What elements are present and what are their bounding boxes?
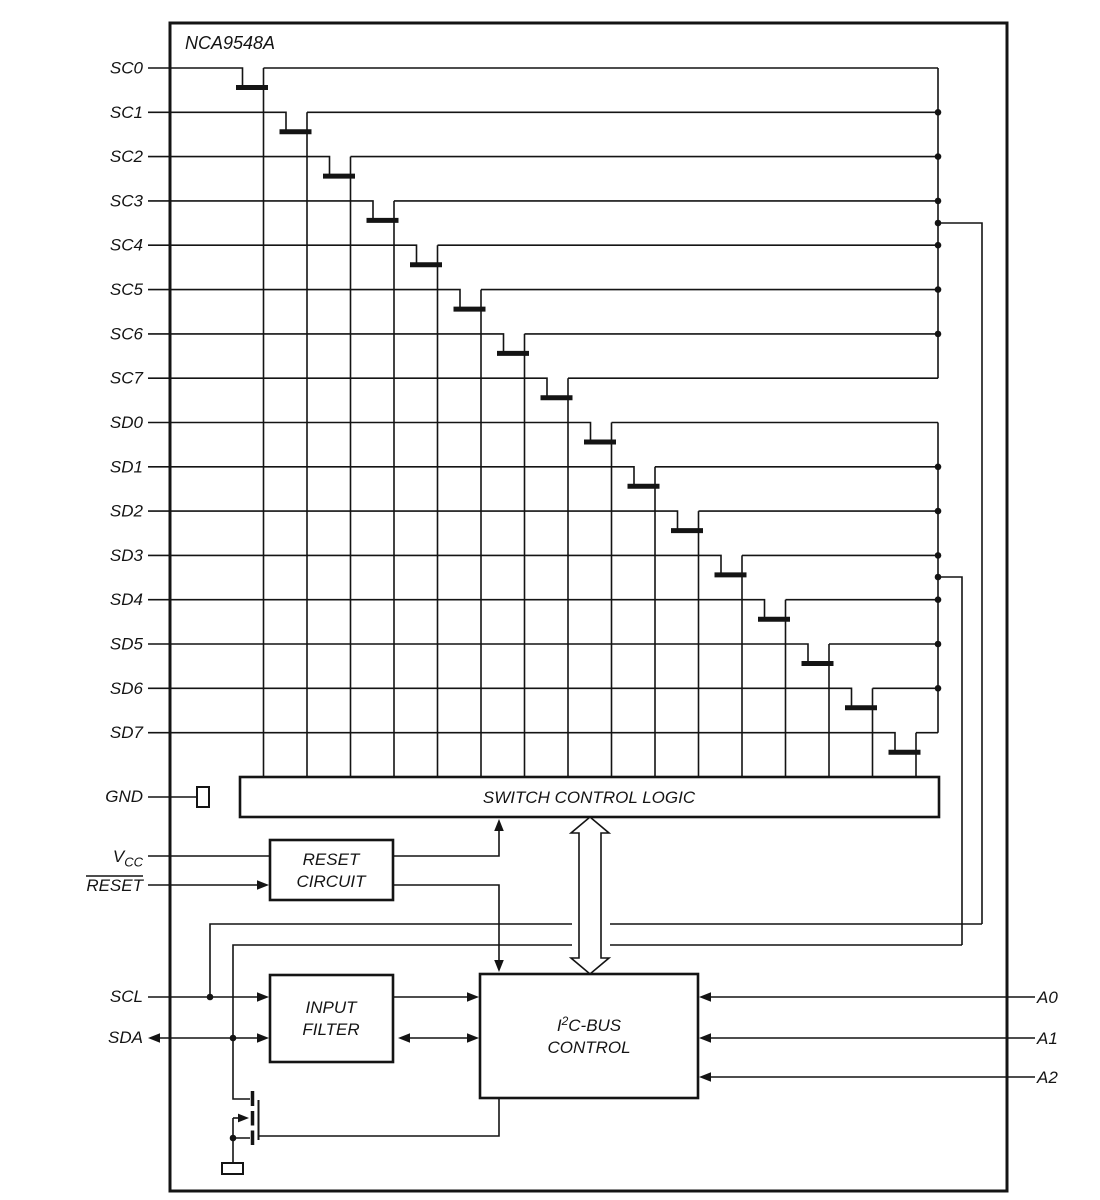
address-pins <box>699 988 1058 1087</box>
pin-label-sc4: SC4 <box>109 235 143 255</box>
switch-input-wire <box>148 688 852 708</box>
pin-label-vcc: $V_{CC}$ <box>112 847 143 870</box>
pin-label-sc0: SC0 <box>109 58 143 78</box>
pin-label-sd2: SD2 <box>109 501 143 521</box>
pin-label-reset: RESET <box>86 876 143 895</box>
pin-label-scl: SCL <box>109 987 143 1006</box>
sd-bus-junction-dot <box>935 685 942 692</box>
reset-circuit-label-1: RESET <box>302 850 360 869</box>
sc-bus-junction-dot <box>935 242 942 249</box>
mosfet-source-junction-dot <box>230 1135 237 1142</box>
sd-bus-junction-dot <box>935 641 942 648</box>
mosfet-bulk-arrow <box>238 1114 249 1123</box>
bidirectional-bus-arrow <box>571 817 609 974</box>
i2c-to-transistor-gate-wire <box>259 1098 499 1136</box>
pin-label-sd5: SD5 <box>109 634 143 654</box>
ground-terminal-symbol <box>222 1163 243 1174</box>
input-filter-label-2: FILTER <box>302 1020 360 1039</box>
sd-branch-wire <box>938 577 962 945</box>
pin-label-sd0: SD0 <box>109 413 143 432</box>
sd-bus-junction-dot <box>935 596 942 603</box>
switch-input-wire <box>148 334 504 354</box>
vcc-to-switch-logic-wire <box>393 831 499 856</box>
pin-label-sc7: SC7 <box>109 368 143 388</box>
pin-label-sd3: SD3 <box>109 545 143 565</box>
reset-to-i2c-wire <box>393 885 499 960</box>
scl-junction-dot <box>207 994 214 1001</box>
switch-input-wire <box>148 68 243 88</box>
pin-label-sd7: SD7 <box>109 723 143 743</box>
sda-pulldown-mosfet <box>222 1038 259 1174</box>
pin-label-sda: SDA <box>108 1028 143 1047</box>
channel-switch-array <box>110 59 982 1039</box>
pin-label-sc1: SC1 <box>109 102 143 122</box>
arrow-right-into-i2c-sda <box>467 1033 479 1043</box>
pin-label-sc2: SC2 <box>109 147 143 167</box>
arrow-right-into-input-filter-scl <box>257 992 269 1002</box>
input-filter-label-1: INPUT <box>305 998 357 1017</box>
switch-input-wire <box>148 201 373 221</box>
switch-input-wire <box>148 733 895 753</box>
arrow-right-into-i2c-scl <box>467 992 479 1002</box>
switch-control-logic-label: SWITCH CONTROL LOGIC <box>482 788 696 807</box>
switch-input-wire <box>148 600 765 620</box>
gnd-terminal-symbol <box>197 787 209 807</box>
input-filter-block <box>270 975 393 1062</box>
sd-bus-junction-dot <box>935 464 942 471</box>
switch-input-wire <box>148 555 721 575</box>
switch-input-wire <box>148 644 808 664</box>
sd-bus-junction-dot <box>935 508 942 515</box>
sc-bus-junction-dot <box>935 331 942 338</box>
switch-input-wire <box>148 511 678 530</box>
switch-input-wire <box>148 378 547 398</box>
switch-input-wire <box>148 290 460 310</box>
address-pin-a1 <box>699 1029 1058 1048</box>
address-pin-a2 <box>699 1068 1058 1087</box>
pin-label-gnd: GND <box>105 787 143 806</box>
pin-label-sc5: SC5 <box>109 280 143 300</box>
switch-input-wire <box>148 245 417 265</box>
arrow-right-into-input-filter-sda <box>257 1033 269 1043</box>
pin-label-sd4: SD4 <box>109 590 143 610</box>
sc-bus-junction-dot <box>935 153 942 160</box>
pin-label-sd1: SD1 <box>109 457 143 477</box>
pin-label-a0: A0 <box>1037 988 1058 1007</box>
switch-input-wire <box>148 467 634 487</box>
pin-label-a1: A1 <box>1037 1029 1058 1048</box>
reset-circuit-label-2: CIRCUIT <box>296 872 366 891</box>
arrow-left-into-i2c <box>699 992 711 1002</box>
mosfet-drain-wire <box>233 1038 250 1099</box>
reset-circuit-block <box>270 840 393 900</box>
sc-bus-junction-dot <box>935 109 942 116</box>
arrow-left-into-i2c <box>699 1072 711 1082</box>
channel-switch-sc6 <box>110 324 938 777</box>
address-pin-a0 <box>699 988 1058 1007</box>
i2c-bus-control-label-2: CONTROL <box>547 1038 631 1057</box>
arrow-right-into-reset-circuit <box>257 880 269 890</box>
arrow-left-into-i2c <box>699 1033 711 1043</box>
sc-bus-junction-dot <box>935 286 942 293</box>
pin-label-sd6: SD6 <box>109 678 143 698</box>
pin-label-a2: A2 <box>1037 1068 1058 1087</box>
i2c-bus-control-label-1: $I^2C$-BUS <box>556 1014 622 1035</box>
arrow-down-into-i2c <box>494 960 504 972</box>
sd-bus-junction-dot <box>935 552 942 559</box>
i2c-bus-control-block <box>480 974 698 1098</box>
switch-input-wire <box>148 157 330 177</box>
chip-title: NCA9548A <box>185 33 276 53</box>
sc-branch-wire <box>938 223 982 924</box>
arrow-up-into-switch-logic <box>494 819 504 831</box>
pin-label-sc6: SC6 <box>109 324 143 344</box>
pin-label-sc3: SC3 <box>109 191 143 211</box>
sc-bus-junction-dot <box>935 198 942 205</box>
